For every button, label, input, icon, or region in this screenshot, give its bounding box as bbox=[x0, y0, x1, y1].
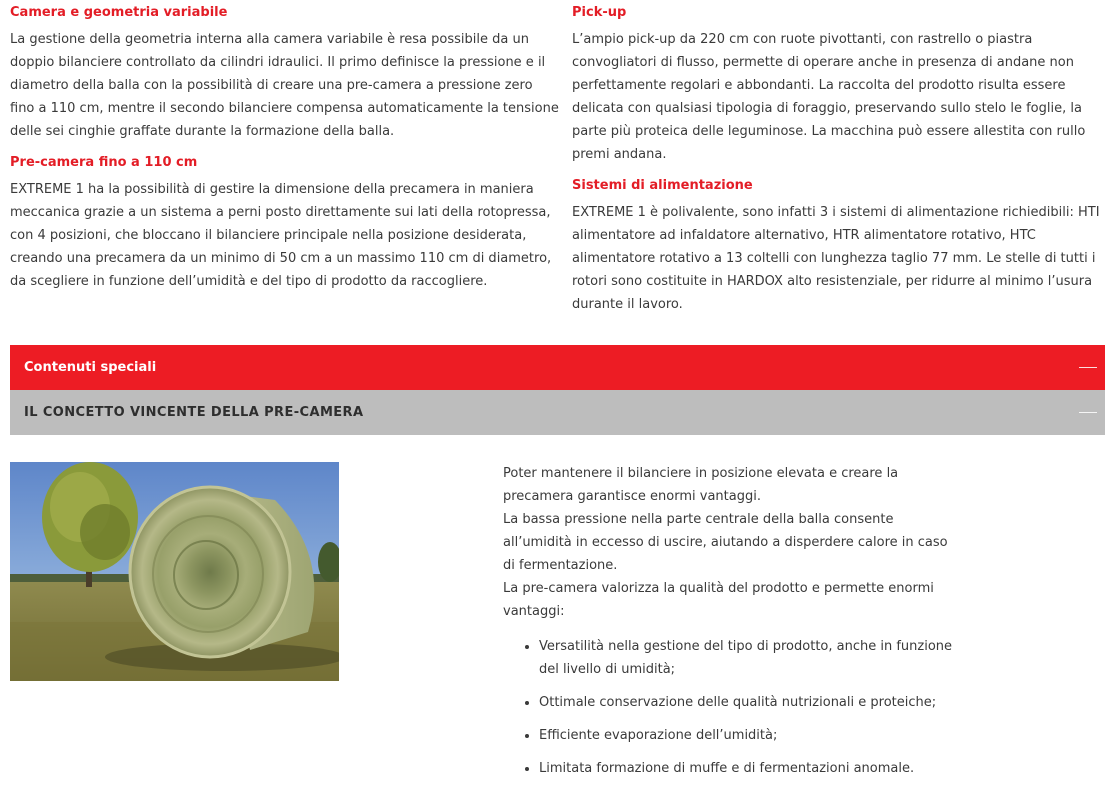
section-body-pickup: L’ampio pick-up da 220 cm con ruote pivottanti, con rastrello o piastra convogliatori di flusso, permette di operare anche in presenza di andane non perfettamente regolari e abbondanti. La raccolta del prodotto risulta essere delicata con qualsiasi tipologia di foraggio, preservando sullo stelo le foglie, la parte più proteica delle leguminose. La macchina può essere allestita con rullo premi andana. bbox=[572, 32, 1086, 162]
section-title-camera: Camera e geometria variabile bbox=[10, 5, 228, 20]
concept-paragraph: La bassa pressione nella parte centrale della balla consente all’umidità in eccesso di uscire, aiutando a disperdere calore in caso di fermentazione. bbox=[503, 512, 948, 573]
concept-paragraph: Poter mantenere il bilanciere in posizione elevata e creare la precamera garantisce enormi vantaggi. bbox=[503, 466, 899, 504]
list-item: • Efficiente evaporazione dell’umidità; bbox=[539, 724, 953, 747]
accordion-special-contents-label: Contenuti speciali bbox=[24, 360, 157, 375]
concept-paragraph: La pre-camera valorizza la qualità del prodotto e permette enormi vantaggi: bbox=[503, 581, 934, 619]
section-body-precamera: EXTREME 1 ha la possibilità di gestire la dimensione della precamera in maniera meccanica grazie a un sistema a perni posto direttamente sui lati della rotopressa, con 4 posizioni, che bloccano il bilanciere principale nella posizione desiderata, creando una precamera da un minimo di 50 cm a un massimo 110 cm di diametro, da scegliere in funzione dell’umidità e del tipo di prodotto da raccogliere. bbox=[10, 182, 552, 289]
section-body-camera: La gestione della geometria interna alla camera variabile è resa possibile da un doppio bilanciere controllato da cilindri idraulici. Il primo definisce la pressione e il diametro della balla con la possibilità di creare una pre-camera a pressione zero fino a 110 cm, mentre il secondo bilanciere compensa automaticamente la tensione delle sei cinghie graffate durante la formazione della balla. bbox=[10, 32, 559, 139]
list-item: • Versatilità nella gestione del tipo di prodotto, anche in funzione del livello di umidità; bbox=[539, 635, 953, 681]
concept-content bbox=[503, 462, 953, 790]
section-title-pickup: Pick-up bbox=[572, 5, 627, 20]
section-title-alimentazione: Sistemi di alimentazione bbox=[572, 178, 753, 193]
right-column bbox=[572, 0, 1100, 316]
collapse-icon[interactable] bbox=[1079, 412, 1097, 413]
accordion-special-contents[interactable] bbox=[10, 345, 1105, 390]
advantages-list bbox=[503, 635, 953, 780]
list-item: • Ottimale conservazione delle qualità nutrizionali e proteiche; bbox=[539, 691, 953, 714]
section-title-precamera: Pre-camera fino a 110 cm bbox=[10, 155, 198, 170]
accordion-concept-precamera[interactable] bbox=[10, 390, 1105, 435]
collapse-icon[interactable] bbox=[1079, 367, 1097, 368]
list-item: • Limitata formazione di muffe e di fermentazioni anomale. bbox=[539, 757, 953, 780]
accordion-concept-label: IL CONCETTO VINCENTE DELLA PRE-CAMERA bbox=[24, 405, 364, 420]
section-body-alimentazione: EXTREME 1 è polivalente, sono infatti 3 i sistemi di alimentazione richiedibili: HTI alimentatore ad infaldatore alternativo, HTR alimentatore rotativo, HTC alimentatore rotativo a 13 coltelli con lunghezza taglio 77 mm. Le stelle di tutti i rotori sono costituite in HARDOX alto resistenziale, per ridurre al minimo l’usura durante il lavoro. bbox=[572, 205, 1100, 312]
left-column bbox=[10, 0, 560, 293]
round-bale-photo bbox=[10, 462, 339, 681]
